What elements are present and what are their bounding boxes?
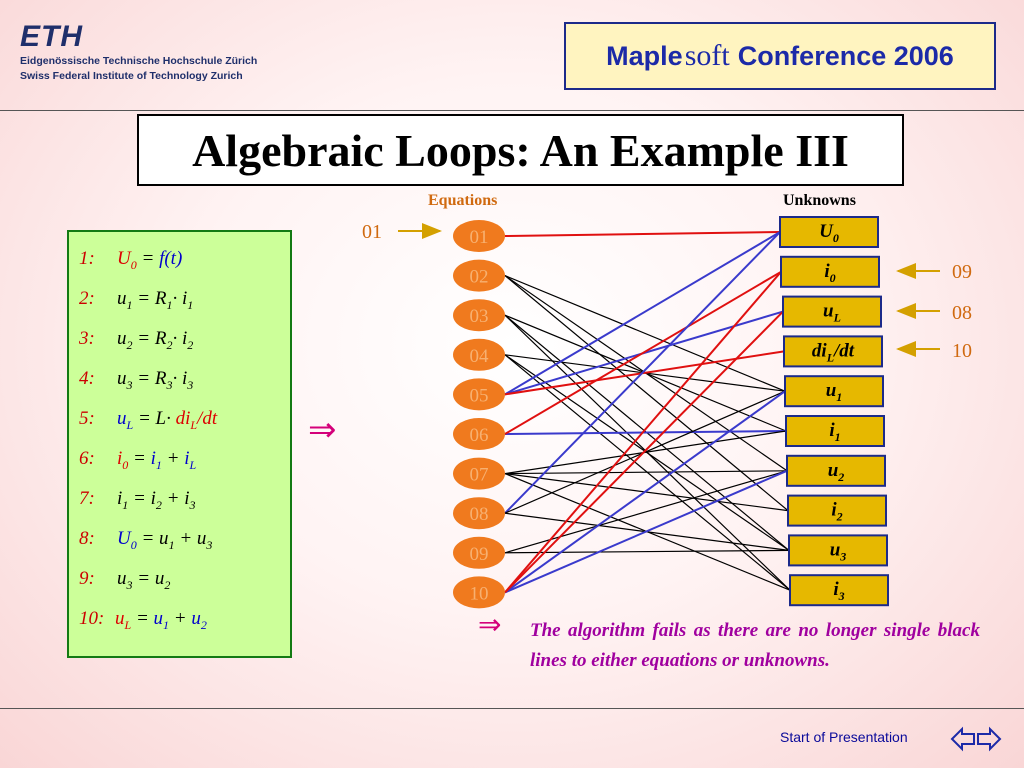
- unknown-label: $i_3$: [833, 579, 845, 604]
- unknown-label: $U_0$: [819, 221, 839, 245]
- unknown-label: $i_1$: [829, 420, 841, 444]
- eth-logo: ETH: [20, 20, 83, 53]
- equation-number: 7:: [79, 488, 95, 509]
- equations-heading: Equations: [428, 192, 498, 209]
- maple-text: Maple: [606, 40, 683, 71]
- equation-node-label: 04: [469, 345, 489, 367]
- equation-node-label: 01: [469, 227, 489, 248]
- eth-name-german: Eidgenössische Technische Hochschule Zürich: [20, 55, 258, 67]
- equation-term: $u_2$: [117, 328, 133, 352]
- equation-node-label: 03: [469, 306, 489, 328]
- equation-number: 1:: [79, 248, 95, 269]
- equation-node-label: 07: [469, 464, 489, 486]
- equation-term: $u_3$: [117, 368, 133, 392]
- equation-term: = L·: [133, 408, 176, 429]
- equation-node-label: 09: [469, 543, 489, 565]
- equation-node-label: 02: [469, 266, 489, 288]
- equation-number: 9:: [79, 568, 95, 589]
- equation-term: $i_L$: [184, 448, 197, 472]
- equation-node-label: 05: [469, 385, 489, 407]
- equation-term: = $R_1$: [132, 288, 173, 312]
- equation-number: 4:: [79, 368, 95, 389]
- equation-number: 6:: [79, 448, 95, 469]
- right-label-09: 09: [952, 261, 972, 283]
- edge-05-to-unknown-1: [505, 232, 780, 394]
- equation-number: 2:: [79, 288, 95, 309]
- nav-back-icon[interactable]: [952, 729, 974, 749]
- equation-term: =: [136, 248, 160, 269]
- eth-name-english: Swiss Federal Institute of Technology Zurich: [20, 70, 243, 82]
- equation-term: + $u_3$: [174, 528, 213, 552]
- equation-term: =: [131, 608, 154, 629]
- equation-term: $u_1$: [117, 288, 133, 312]
- edge-07-to-unknown-8: [505, 474, 788, 511]
- implies-arrow: ⇒: [308, 410, 337, 450]
- nav-arrows-icon[interactable]: [950, 724, 1002, 754]
- soft-text: soft: [684, 39, 730, 72]
- equation-number: 5:: [79, 408, 95, 429]
- equation-term: $u_3$: [117, 568, 133, 592]
- unknown-label: $i_2$: [831, 499, 843, 524]
- equation-term: · $i_2$: [172, 328, 194, 352]
- equation-term: · $i_1$: [172, 288, 194, 312]
- start-of-presentation-link[interactable]: Start of Presentation: [780, 729, 908, 745]
- equation-node-label: 06: [469, 425, 489, 446]
- equation-term: /dt: [197, 408, 218, 429]
- conference-text: Conference 2006: [737, 40, 954, 71]
- edge-06-to-unknown-2: [505, 272, 781, 434]
- equation-term: f(t): [159, 248, 183, 269]
- unknown-label: $u_3$: [829, 539, 847, 564]
- equation-term: $u_1$: [153, 608, 170, 632]
- unknown-label: $i_0$: [824, 260, 836, 285]
- equation-node-label: 08: [469, 504, 489, 526]
- equation-term: $di_L$: [175, 408, 198, 432]
- unknown-label: $di_L/dt$: [811, 340, 855, 365]
- edge-10-to-unknown-5: [505, 391, 785, 592]
- nav-forward-icon[interactable]: [978, 729, 1000, 749]
- equation-number: 8:: [79, 528, 95, 549]
- equation-term: $u_L$: [117, 408, 134, 432]
- equation-term: $i_1$: [150, 448, 162, 472]
- equation-term: $i_0$: [117, 448, 129, 472]
- edge-01-to-unknown-1: [505, 232, 780, 236]
- equation-term: $u_2$: [191, 608, 207, 632]
- equation-term: $i_1$: [117, 488, 129, 512]
- unknown-label: $u_1$: [825, 380, 843, 405]
- edge-09-to-unknown-7: [505, 471, 787, 553]
- explanation-text: The algorithm fails as there are no longer single black lines to either equations or unknowns.: [530, 620, 980, 671]
- equation-term: = $u_2$: [132, 568, 171, 592]
- left-label-01: 01: [362, 221, 382, 243]
- edge-10-to-unknown-7: [505, 471, 787, 593]
- equation-term: $u_L$: [115, 608, 132, 632]
- implies-arrow-small: ⇒: [478, 608, 502, 641]
- slide-title: Algebraic Loops: An Example III: [137, 114, 904, 186]
- equation-term: $U_0$: [117, 248, 137, 272]
- equation-term: = $R_3$: [132, 368, 173, 392]
- equation-term: = $u_1$: [136, 528, 175, 552]
- right-label-10: 10: [952, 340, 972, 362]
- unknown-label: $u_2$: [827, 459, 845, 484]
- equation-term: +: [161, 448, 185, 469]
- edge-02-to-unknown-5: [505, 276, 785, 392]
- unknown-label: $u_L$: [823, 300, 841, 325]
- equation-number: 10:: [79, 608, 105, 629]
- unknowns-heading: Unknowns: [783, 192, 856, 209]
- equation-term: +: [169, 608, 192, 629]
- equation-term: + $i_3$: [161, 488, 196, 512]
- equation-term: = $i_2$: [128, 488, 162, 512]
- equation-node-label: 10: [469, 583, 489, 605]
- equation-number: 3:: [79, 328, 95, 349]
- equation-term: · $i_3$: [172, 368, 194, 392]
- equation-term: = $R_2$: [132, 328, 173, 352]
- right-label-08: 08: [952, 302, 972, 324]
- equation-term: $U_0$: [117, 528, 137, 552]
- equation-term: =: [128, 448, 151, 469]
